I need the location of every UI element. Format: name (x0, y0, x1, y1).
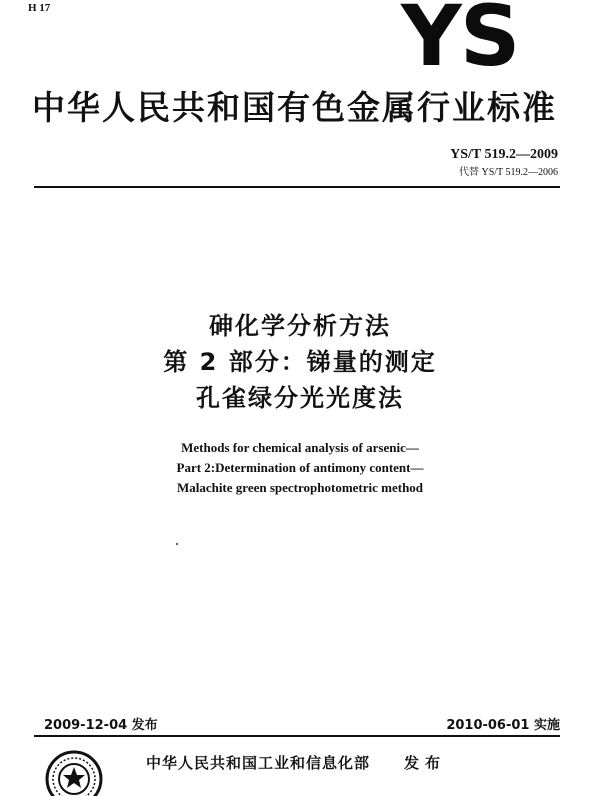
footer-divider (34, 735, 560, 737)
english-title (0, 438, 600, 498)
implementation-date: 2010-06-01 实施 (446, 718, 560, 733)
chinese-title-line: 第 2 部分：锑量的测定 (163, 348, 437, 376)
ys-logo: YS (401, 0, 519, 85)
ics-code: H 17 (28, 2, 51, 14)
header-divider (34, 186, 560, 188)
publisher-name: 中华人民共和国工业和信息化部 (146, 754, 371, 772)
english-title-line: Part 2:Determination of antimony content— (176, 460, 424, 475)
english-title-line: Methods for chemical analysis of arsenic— (181, 440, 419, 455)
chinese-title-line: 孔雀绿分光光度法 (196, 384, 404, 412)
publish-action: 发布 (404, 754, 447, 772)
replaces-standard: 代替 YS/T 519.2—2006 (459, 167, 558, 178)
chinese-title (0, 308, 600, 416)
issue-date: 2009-12-04 发布 (44, 718, 158, 733)
national-emblem-icon (44, 749, 104, 796)
publisher (146, 752, 446, 773)
standard-number: YS/T 519.2—2009 (450, 147, 558, 162)
standard-category-title: 中华人民共和国有色金属行业标准 (32, 88, 557, 127)
english-title-line: Malachite green spectrophotometric method (176, 480, 424, 495)
chinese-title-line: 砷化学分析方法 (209, 312, 391, 340)
scan-speck (176, 543, 178, 545)
